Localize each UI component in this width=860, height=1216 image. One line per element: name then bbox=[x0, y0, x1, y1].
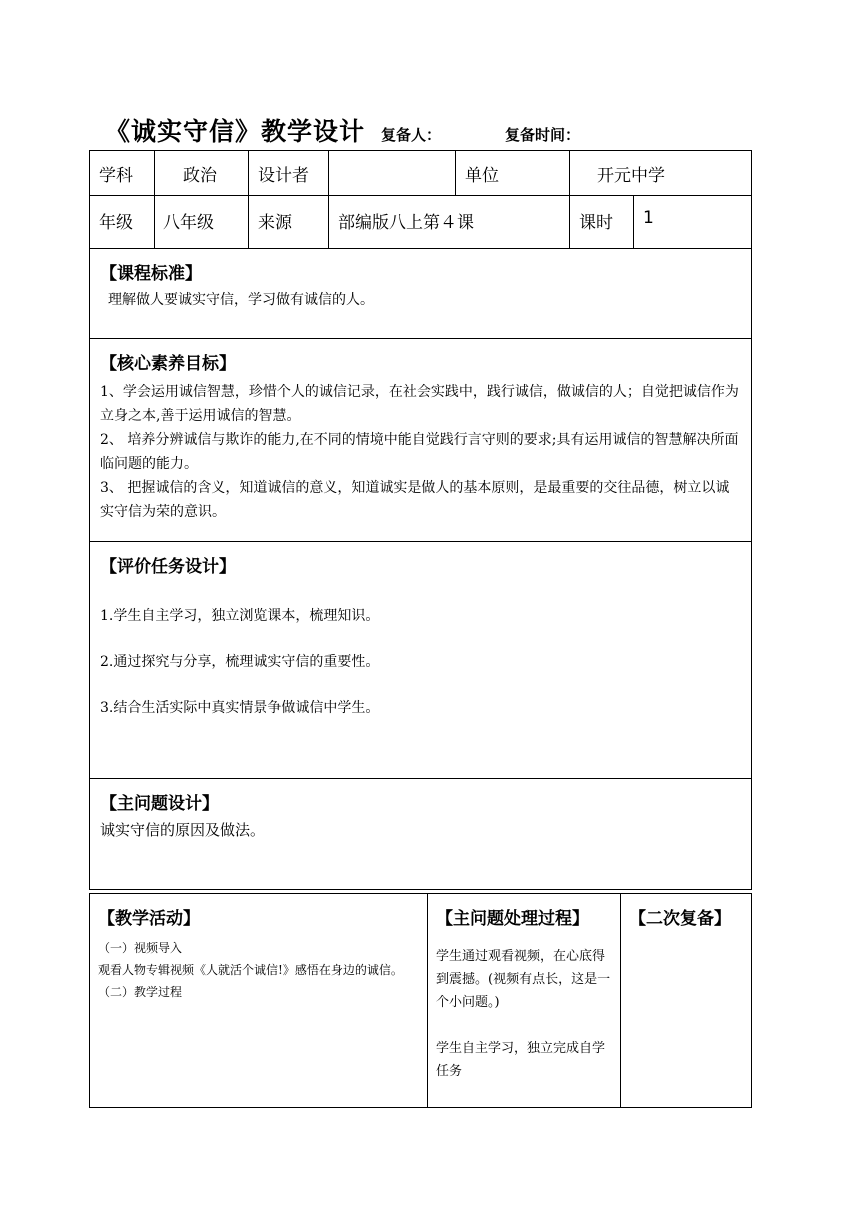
info-row-1 bbox=[90, 151, 752, 196]
standard-row bbox=[90, 249, 752, 339]
process-title: 【主问题处理过程】 bbox=[436, 909, 589, 929]
activity-line: （二）教学过程 bbox=[98, 985, 183, 999]
main-question-text: 诚实守信的原因及做法。 bbox=[100, 821, 266, 839]
review-title: 【二次复备】 bbox=[629, 909, 731, 929]
core-title: 【核心素养目标】 bbox=[100, 354, 236, 374]
core-item: 2、 培养分辨诚信与欺诈的能力,在不同的情境中能自觉践行言守则的要求;具有运用诚信的智慧解决所面临问题的能力。 bbox=[100, 432, 739, 472]
subject-label: 学科 bbox=[99, 165, 133, 186]
core-row bbox=[90, 339, 752, 542]
lesson-plan-table bbox=[89, 150, 752, 890]
activity-title: 【教学活动】 bbox=[98, 909, 200, 929]
grade-value: 八年级 bbox=[163, 213, 214, 233]
designer-label: 设计者 bbox=[258, 165, 309, 186]
source-value: 部编版八上第４课 bbox=[338, 213, 474, 233]
activity-cell bbox=[90, 894, 428, 1108]
grade-label: 年级 bbox=[99, 213, 133, 233]
activity-line: （一）视频导入 bbox=[98, 941, 183, 955]
teaching-table bbox=[89, 893, 752, 1108]
reviser-label: 复备人： bbox=[381, 126, 442, 144]
review-time-label: 复备时间： bbox=[505, 126, 581, 144]
review-cell bbox=[621, 894, 752, 1108]
core-item: 3、 把握诚信的含义，知道诚信的意义，知道诚实是做人的基本原则，是最重要的交往品德，树立以诚实守信为荣的意识。 bbox=[100, 480, 730, 520]
teaching-row bbox=[90, 894, 752, 1108]
main-question-title: 【主问题设计】 bbox=[100, 794, 219, 814]
period-label: 课时 bbox=[579, 213, 613, 233]
evaluation-row bbox=[90, 542, 752, 779]
source-label: 来源 bbox=[258, 213, 292, 233]
process-text-1: 学生通过观看视频，在心底得到震撼。(视频有点长，这是一个小问题。) bbox=[436, 949, 611, 1010]
title-row bbox=[105, 112, 580, 148]
core-item: 1、学会运用诚信智慧，珍惜个人的诚信记录，在社会实践中，践行诚信，做诚信的人；自觉把诚信作为立身之本,善于运用诚信的智慧。 bbox=[100, 384, 739, 424]
main-question-row bbox=[90, 779, 752, 890]
evaluation-item: 1.学生自主学习，独立浏览课本，梳理知识。 bbox=[100, 608, 380, 624]
evaluation-title: 【评价任务设计】 bbox=[100, 557, 236, 577]
activity-line: 观看人物专辑视频《人就活个诚信!》感悟在身边的诚信。 bbox=[98, 963, 403, 977]
evaluation-item: 2.通过探究与分享，梳理诚实守信的重要性。 bbox=[100, 654, 380, 670]
info-row-2 bbox=[90, 196, 752, 249]
unit-label: 单位 bbox=[465, 165, 499, 186]
standard-title: 【课程标准】 bbox=[100, 264, 202, 284]
document-title: 《诚实守信》教学设计 bbox=[105, 117, 366, 146]
process-text-2: 学生自主学习，独立完成自学任务 bbox=[436, 1041, 606, 1079]
process-cell bbox=[428, 894, 621, 1108]
period-value: 1 bbox=[643, 208, 654, 228]
unit-value: 开元中学 bbox=[597, 165, 665, 186]
standard-text: 理解做人要诚实守信，学习做有诚信的人。 bbox=[108, 292, 374, 308]
subject-value: 政治 bbox=[183, 165, 217, 186]
evaluation-item: 3.结合生活实际中真实情景争做诚信中学生。 bbox=[100, 700, 380, 716]
